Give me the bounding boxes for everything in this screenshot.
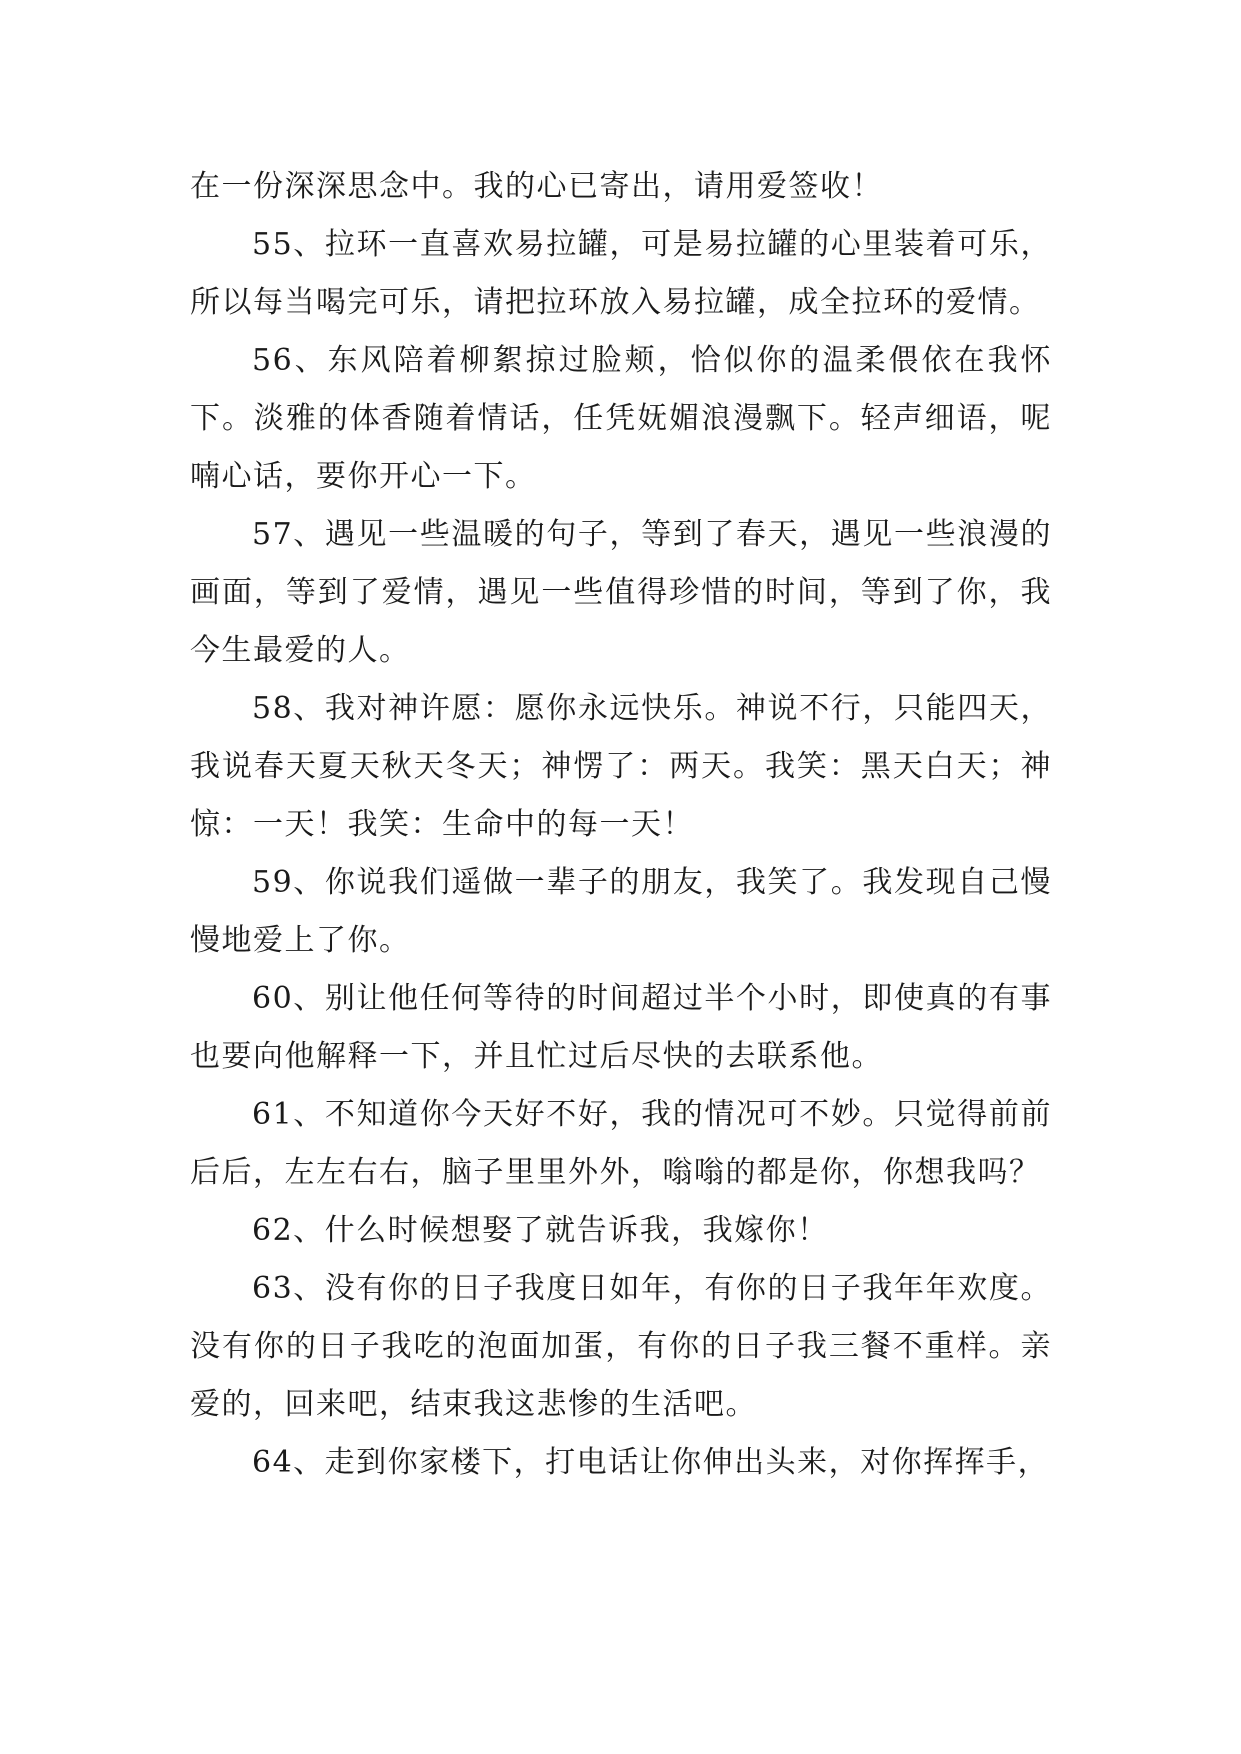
document-body <box>190 158 1052 1492</box>
paragraph: 55、拉环一直喜欢易拉罐，可是易拉罐的心里装着可乐，所以每当喝完可乐，请把拉环放入易拉罐，成全拉环的爱情。 <box>190 227 1052 320</box>
paragraph: 57、遇见一些温暖的句子，等到了春天，遇见一些浪漫的画面，等到了爱情，遇见一些值得珍惜的时间，等到了你，我今生最爱的人。 <box>190 517 1052 668</box>
paragraph: 59、你说我们遥做一辈子的朋友，我笑了。我发现自己慢慢地爱上了你。 <box>190 865 1052 958</box>
paragraph: 61、不知道你今天好不好，我的情况可不妙。只觉得前前后后，左左右右，脑子里里外外，嗡嗡的都是你，你想我吗？ <box>190 1097 1052 1190</box>
paragraph: 58、我对神许愿：愿你永远快乐。神说不行，只能四天，我说春天夏天秋天冬天；神愣了：两天。我笑：黑天白天；神惊：一天！我笑：生命中的每一天！ <box>190 691 1052 842</box>
paragraph: 56、东风陪着柳絮掠过脸颊，恰似你的温柔偎依在我怀下。淡雅的体香随着情话，任凭妩媚浪漫飘下。轻声细语，呢喃心话，要你开心一下。 <box>190 343 1052 494</box>
paragraph: 64、走到你家楼下，打电话让你伸出头来，对你挥挥手， <box>252 1445 1050 1480</box>
paragraph: 在一份深深思念中。我的心已寄出，请用爱签收！ <box>190 169 883 204</box>
paragraph: 62、什么时候想娶了就告诉我，我嫁你！ <box>252 1213 829 1248</box>
paragraph: 60、别让他任何等待的时间超过半个小时，即使真的有事也要向他解释一下，并且忙过后尽快的去联系他。 <box>190 981 1052 1074</box>
paragraph: 63、没有你的日子我度日如年，有你的日子我年年欢度。没有你的日子我吃的泡面加蛋，有你的日子我三餐不重样。亲爱的，回来吧，结束我这悲惨的生活吧。 <box>190 1271 1052 1422</box>
